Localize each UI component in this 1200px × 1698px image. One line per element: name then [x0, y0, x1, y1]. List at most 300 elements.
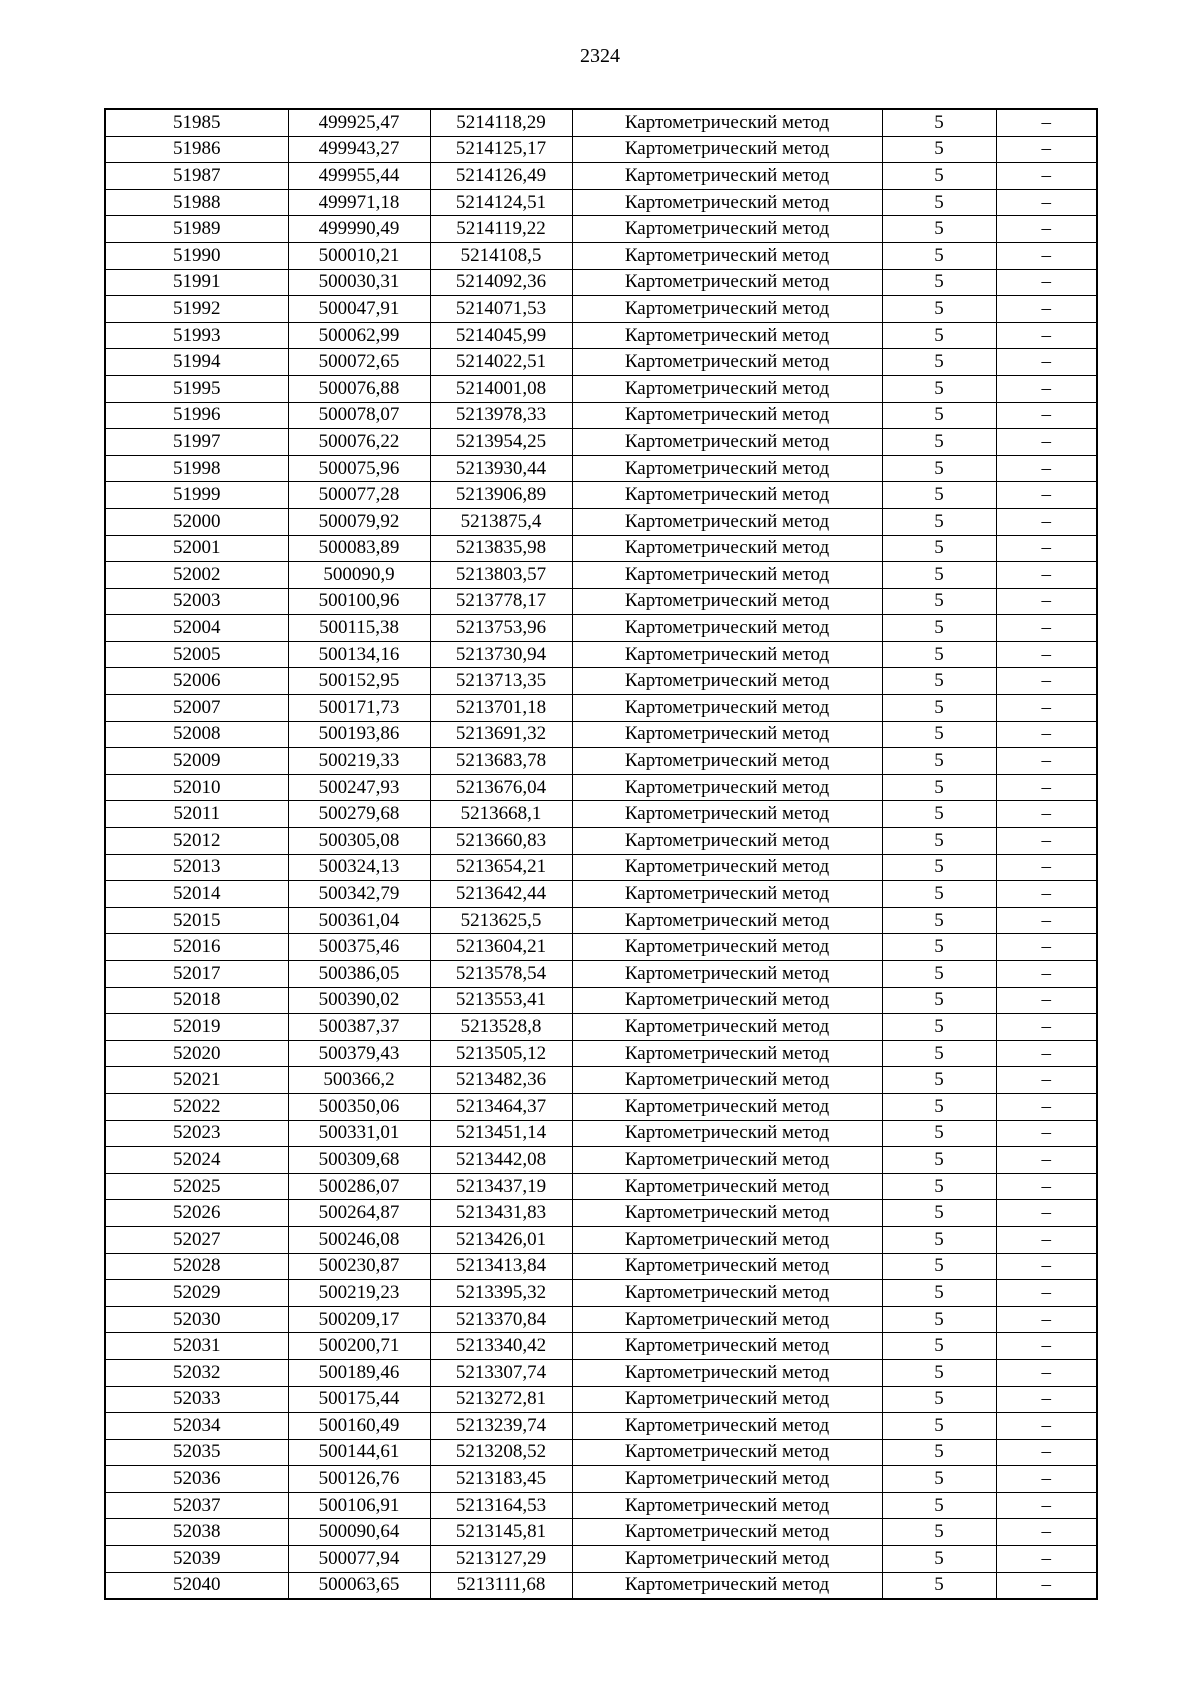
- accuracy-cell: 5: [882, 455, 996, 482]
- note-cell: –: [996, 455, 1097, 482]
- note-cell: –: [996, 854, 1097, 881]
- note-cell: –: [996, 349, 1097, 376]
- method-cell: Картометрический метод: [572, 375, 882, 402]
- note-cell: –: [996, 482, 1097, 509]
- table-row: [105, 828, 1097, 855]
- y-coordinate-cell: 5213978,33: [430, 402, 572, 429]
- table-row: [105, 296, 1097, 323]
- table-row: [105, 695, 1097, 722]
- y-coordinate-cell: 5213340,42: [430, 1333, 572, 1360]
- table-row: [105, 748, 1097, 775]
- x-coordinate-cell: 500083,89: [288, 535, 430, 562]
- table-row: [105, 1200, 1097, 1227]
- table-row: [105, 455, 1097, 482]
- y-coordinate-cell: 5213239,74: [430, 1413, 572, 1440]
- point-number-cell: 52035: [105, 1439, 288, 1466]
- accuracy-cell: 5: [882, 1572, 996, 1599]
- note-cell: –: [996, 216, 1097, 243]
- point-number-cell: 51995: [105, 375, 288, 402]
- point-number-cell: 52020: [105, 1040, 288, 1067]
- point-number-cell: 52012: [105, 828, 288, 855]
- note-cell: –: [996, 801, 1097, 828]
- point-number-cell: 51994: [105, 349, 288, 376]
- y-coordinate-cell: 5213164,53: [430, 1492, 572, 1519]
- point-number-cell: 52004: [105, 615, 288, 642]
- note-cell: –: [996, 1120, 1097, 1147]
- note-cell: –: [996, 1306, 1097, 1333]
- point-number-cell: 52023: [105, 1120, 288, 1147]
- note-cell: –: [996, 1333, 1097, 1360]
- y-coordinate-cell: 5213730,94: [430, 641, 572, 668]
- table-row: [105, 1306, 1097, 1333]
- y-coordinate-cell: 5213835,98: [430, 535, 572, 562]
- table-body: [105, 109, 1097, 1599]
- y-coordinate-cell: 5213111,68: [430, 1572, 572, 1599]
- accuracy-cell: 5: [882, 1040, 996, 1067]
- table-row: [105, 987, 1097, 1014]
- method-cell: Картометрический метод: [572, 695, 882, 722]
- accuracy-cell: 5: [882, 1280, 996, 1307]
- note-cell: –: [996, 588, 1097, 615]
- method-cell: Картометрический метод: [572, 588, 882, 615]
- table-row: [105, 189, 1097, 216]
- x-coordinate-cell: 500090,64: [288, 1519, 430, 1546]
- table-row: [105, 1093, 1097, 1120]
- accuracy-cell: 5: [882, 109, 996, 136]
- point-number-cell: 52038: [105, 1519, 288, 1546]
- method-cell: Картометрический метод: [572, 269, 882, 296]
- point-number-cell: 52002: [105, 562, 288, 589]
- method-cell: Картометрический метод: [572, 615, 882, 642]
- y-coordinate-cell: 5213145,81: [430, 1519, 572, 1546]
- accuracy-cell: 5: [882, 1466, 996, 1493]
- note-cell: –: [996, 1492, 1097, 1519]
- accuracy-cell: 5: [882, 296, 996, 323]
- x-coordinate-cell: 500063,65: [288, 1572, 430, 1599]
- x-coordinate-cell: 500209,17: [288, 1306, 430, 1333]
- x-coordinate-cell: 500309,68: [288, 1147, 430, 1174]
- method-cell: Картометрический метод: [572, 1466, 882, 1493]
- x-coordinate-cell: 500264,87: [288, 1200, 430, 1227]
- y-coordinate-cell: 5213553,41: [430, 987, 572, 1014]
- x-coordinate-cell: 500076,22: [288, 429, 430, 456]
- point-number-cell: 52008: [105, 721, 288, 748]
- x-coordinate-cell: 500144,61: [288, 1439, 430, 1466]
- accuracy-cell: 5: [882, 1386, 996, 1413]
- y-coordinate-cell: 5213451,14: [430, 1120, 572, 1147]
- method-cell: Картометрический метод: [572, 1253, 882, 1280]
- accuracy-cell: 5: [882, 349, 996, 376]
- point-number-cell: 52017: [105, 961, 288, 988]
- x-coordinate-cell: 500193,86: [288, 721, 430, 748]
- table-row: [105, 615, 1097, 642]
- accuracy-cell: 5: [882, 801, 996, 828]
- y-coordinate-cell: 5213778,17: [430, 588, 572, 615]
- point-number-cell: 51990: [105, 242, 288, 269]
- point-number-cell: 52040: [105, 1572, 288, 1599]
- method-cell: Картометрический метод: [572, 1226, 882, 1253]
- table-row: [105, 934, 1097, 961]
- x-coordinate-cell: 500134,16: [288, 641, 430, 668]
- y-coordinate-cell: 5213578,54: [430, 961, 572, 988]
- method-cell: Картометрический метод: [572, 1386, 882, 1413]
- x-coordinate-cell: 500075,96: [288, 455, 430, 482]
- method-cell: Картометрический метод: [572, 429, 882, 456]
- x-coordinate-cell: 499971,18: [288, 189, 430, 216]
- note-cell: –: [996, 774, 1097, 801]
- note-cell: –: [996, 402, 1097, 429]
- method-cell: Картометрический метод: [572, 774, 882, 801]
- x-coordinate-cell: 500171,73: [288, 695, 430, 722]
- x-coordinate-cell: 500090,9: [288, 562, 430, 589]
- note-cell: –: [996, 721, 1097, 748]
- method-cell: Картометрический метод: [572, 1200, 882, 1227]
- point-number-cell: 51991: [105, 269, 288, 296]
- table-row: [105, 1173, 1097, 1200]
- method-cell: Картометрический метод: [572, 1333, 882, 1360]
- y-coordinate-cell: 5213482,36: [430, 1067, 572, 1094]
- point-number-cell: 52000: [105, 508, 288, 535]
- note-cell: –: [996, 429, 1097, 456]
- method-cell: Картометрический метод: [572, 1014, 882, 1041]
- y-coordinate-cell: 5213654,21: [430, 854, 572, 881]
- x-coordinate-cell: 500189,46: [288, 1359, 430, 1386]
- x-coordinate-cell: 500331,01: [288, 1120, 430, 1147]
- method-cell: Картометрический метод: [572, 1546, 882, 1573]
- x-coordinate-cell: 500077,94: [288, 1546, 430, 1573]
- table-row: [105, 535, 1097, 562]
- accuracy-cell: 5: [882, 216, 996, 243]
- note-cell: –: [996, 987, 1097, 1014]
- method-cell: Картометрический метод: [572, 987, 882, 1014]
- method-cell: Картометрический метод: [572, 828, 882, 855]
- y-coordinate-cell: 5213954,25: [430, 429, 572, 456]
- y-coordinate-cell: 5213127,29: [430, 1546, 572, 1573]
- point-number-cell: 51998: [105, 455, 288, 482]
- accuracy-cell: 5: [882, 562, 996, 589]
- table-row: [105, 721, 1097, 748]
- point-number-cell: 52009: [105, 748, 288, 775]
- accuracy-cell: 5: [882, 1306, 996, 1333]
- y-coordinate-cell: 5214022,51: [430, 349, 572, 376]
- accuracy-cell: 5: [882, 1492, 996, 1519]
- note-cell: –: [996, 375, 1097, 402]
- note-cell: –: [996, 668, 1097, 695]
- method-cell: Картометрический метод: [572, 136, 882, 163]
- y-coordinate-cell: 5214124,51: [430, 189, 572, 216]
- accuracy-cell: 5: [882, 987, 996, 1014]
- accuracy-cell: 5: [882, 1173, 996, 1200]
- method-cell: Картометрический метод: [572, 1572, 882, 1599]
- point-number-cell: 51999: [105, 482, 288, 509]
- note-cell: –: [996, 748, 1097, 775]
- note-cell: –: [996, 136, 1097, 163]
- accuracy-cell: 5: [882, 828, 996, 855]
- point-number-cell: 52015: [105, 907, 288, 934]
- method-cell: Картометрический метод: [572, 402, 882, 429]
- y-coordinate-cell: 5213668,1: [430, 801, 572, 828]
- point-number-cell: 52037: [105, 1492, 288, 1519]
- method-cell: Картометрический метод: [572, 961, 882, 988]
- point-number-cell: 52001: [105, 535, 288, 562]
- note-cell: –: [996, 615, 1097, 642]
- point-number-cell: 52025: [105, 1173, 288, 1200]
- y-coordinate-cell: 5213505,12: [430, 1040, 572, 1067]
- x-coordinate-cell: 500375,46: [288, 934, 430, 961]
- accuracy-cell: 5: [882, 1226, 996, 1253]
- y-coordinate-cell: 5214092,36: [430, 269, 572, 296]
- accuracy-cell: 5: [882, 322, 996, 349]
- note-cell: –: [996, 562, 1097, 589]
- x-coordinate-cell: 500200,71: [288, 1333, 430, 1360]
- method-cell: Картометрический метод: [572, 508, 882, 535]
- y-coordinate-cell: 5213625,5: [430, 907, 572, 934]
- method-cell: Картометрический метод: [572, 1067, 882, 1094]
- table-row: [105, 375, 1097, 402]
- method-cell: Картометрический метод: [572, 163, 882, 190]
- x-coordinate-cell: 499990,49: [288, 216, 430, 243]
- accuracy-cell: 5: [882, 1413, 996, 1440]
- y-coordinate-cell: 5213464,37: [430, 1093, 572, 1120]
- table-row: [105, 881, 1097, 908]
- x-coordinate-cell: 500047,91: [288, 296, 430, 323]
- point-number-cell: 51989: [105, 216, 288, 243]
- method-cell: Картометрический метод: [572, 748, 882, 775]
- method-cell: Картометрический метод: [572, 1147, 882, 1174]
- note-cell: –: [996, 828, 1097, 855]
- method-cell: Картометрический метод: [572, 189, 882, 216]
- note-cell: –: [996, 322, 1097, 349]
- y-coordinate-cell: 5213642,44: [430, 881, 572, 908]
- note-cell: –: [996, 163, 1097, 190]
- method-cell: Картометрический метод: [572, 1492, 882, 1519]
- x-coordinate-cell: 500386,05: [288, 961, 430, 988]
- point-number-cell: 52003: [105, 588, 288, 615]
- accuracy-cell: 5: [882, 721, 996, 748]
- method-cell: Картометрический метод: [572, 109, 882, 136]
- point-number-cell: 52018: [105, 987, 288, 1014]
- point-number-cell: 52032: [105, 1359, 288, 1386]
- table-row: [105, 429, 1097, 456]
- method-cell: Картометрический метод: [572, 668, 882, 695]
- table-row: [105, 801, 1097, 828]
- note-cell: –: [996, 296, 1097, 323]
- note-cell: –: [996, 1466, 1097, 1493]
- note-cell: –: [996, 189, 1097, 216]
- accuracy-cell: 5: [882, 508, 996, 535]
- method-cell: Картометрический метод: [572, 296, 882, 323]
- point-number-cell: 52026: [105, 1200, 288, 1227]
- x-coordinate-cell: 500175,44: [288, 1386, 430, 1413]
- accuracy-cell: 5: [882, 242, 996, 269]
- method-cell: Картометрический метод: [572, 801, 882, 828]
- x-coordinate-cell: 500305,08: [288, 828, 430, 855]
- accuracy-cell: 5: [882, 881, 996, 908]
- method-cell: Картометрический метод: [572, 349, 882, 376]
- table-row: [105, 1572, 1097, 1599]
- point-number-cell: 52028: [105, 1253, 288, 1280]
- table-row: [105, 1333, 1097, 1360]
- x-coordinate-cell: 500219,33: [288, 748, 430, 775]
- y-coordinate-cell: 5214001,08: [430, 375, 572, 402]
- note-cell: –: [996, 242, 1097, 269]
- x-coordinate-cell: 500390,02: [288, 987, 430, 1014]
- method-cell: Картометрический метод: [572, 216, 882, 243]
- point-number-cell: 51992: [105, 296, 288, 323]
- table-row: [105, 961, 1097, 988]
- accuracy-cell: 5: [882, 961, 996, 988]
- table-row: [105, 1413, 1097, 1440]
- x-coordinate-cell: 500106,91: [288, 1492, 430, 1519]
- x-coordinate-cell: 499925,47: [288, 109, 430, 136]
- table-row: [105, 1040, 1097, 1067]
- table-row: [105, 1466, 1097, 1493]
- y-coordinate-cell: 5213701,18: [430, 695, 572, 722]
- note-cell: –: [996, 1572, 1097, 1599]
- x-coordinate-cell: 500219,23: [288, 1280, 430, 1307]
- note-cell: –: [996, 1253, 1097, 1280]
- accuracy-cell: 5: [882, 429, 996, 456]
- accuracy-cell: 5: [882, 402, 996, 429]
- table-row: [105, 1147, 1097, 1174]
- y-coordinate-cell: 5213183,45: [430, 1466, 572, 1493]
- accuracy-cell: 5: [882, 1333, 996, 1360]
- y-coordinate-cell: 5214118,29: [430, 109, 572, 136]
- point-number-cell: 52013: [105, 854, 288, 881]
- x-coordinate-cell: 500152,95: [288, 668, 430, 695]
- x-coordinate-cell: 500126,76: [288, 1466, 430, 1493]
- method-cell: Картометрический метод: [572, 1120, 882, 1147]
- note-cell: –: [996, 1200, 1097, 1227]
- accuracy-cell: 5: [882, 189, 996, 216]
- table-row: [105, 482, 1097, 509]
- method-cell: Картометрический метод: [572, 562, 882, 589]
- method-cell: Картометрический метод: [572, 1306, 882, 1333]
- method-cell: Картометрический метод: [572, 1519, 882, 1546]
- table-row: [105, 1492, 1097, 1519]
- table-row: [105, 1359, 1097, 1386]
- method-cell: Картометрический метод: [572, 934, 882, 961]
- table-row: [105, 349, 1097, 376]
- note-cell: –: [996, 269, 1097, 296]
- table-row: [105, 1253, 1097, 1280]
- y-coordinate-cell: 5213660,83: [430, 828, 572, 855]
- accuracy-cell: 5: [882, 934, 996, 961]
- note-cell: –: [996, 1014, 1097, 1041]
- method-cell: Картометрический метод: [572, 721, 882, 748]
- table-row: [105, 1280, 1097, 1307]
- method-cell: Картометрический метод: [572, 322, 882, 349]
- table-row: [105, 1519, 1097, 1546]
- point-number-cell: 52005: [105, 641, 288, 668]
- method-cell: Картометрический метод: [572, 907, 882, 934]
- note-cell: –: [996, 109, 1097, 136]
- x-coordinate-cell: 499943,27: [288, 136, 430, 163]
- point-number-cell: 52039: [105, 1546, 288, 1573]
- x-coordinate-cell: 500160,49: [288, 1413, 430, 1440]
- table-row: [105, 1439, 1097, 1466]
- x-coordinate-cell: 500230,87: [288, 1253, 430, 1280]
- accuracy-cell: 5: [882, 375, 996, 402]
- point-number-cell: 52029: [105, 1280, 288, 1307]
- note-cell: –: [996, 881, 1097, 908]
- table-row: [105, 907, 1097, 934]
- y-coordinate-cell: 5214119,22: [430, 216, 572, 243]
- y-coordinate-cell: 5213395,32: [430, 1280, 572, 1307]
- table-row: [105, 1546, 1097, 1573]
- table-row: [105, 562, 1097, 589]
- table-row: [105, 641, 1097, 668]
- y-coordinate-cell: 5213431,83: [430, 1200, 572, 1227]
- y-coordinate-cell: 5213676,04: [430, 774, 572, 801]
- point-number-cell: 51996: [105, 402, 288, 429]
- note-cell: –: [996, 1147, 1097, 1174]
- y-coordinate-cell: 5213442,08: [430, 1147, 572, 1174]
- point-number-cell: 52021: [105, 1067, 288, 1094]
- point-number-cell: 52027: [105, 1226, 288, 1253]
- y-coordinate-cell: 5213683,78: [430, 748, 572, 775]
- table-row: [105, 774, 1097, 801]
- x-coordinate-cell: 500030,31: [288, 269, 430, 296]
- x-coordinate-cell: 500076,88: [288, 375, 430, 402]
- table-row: [105, 588, 1097, 615]
- y-coordinate-cell: 5213208,52: [430, 1439, 572, 1466]
- y-coordinate-cell: 5213528,8: [430, 1014, 572, 1041]
- accuracy-cell: 5: [882, 163, 996, 190]
- x-coordinate-cell: 500324,13: [288, 854, 430, 881]
- note-cell: –: [996, 1386, 1097, 1413]
- method-cell: Картометрический метод: [572, 854, 882, 881]
- accuracy-cell: 5: [882, 854, 996, 881]
- point-number-cell: 51993: [105, 322, 288, 349]
- x-coordinate-cell: 500100,96: [288, 588, 430, 615]
- y-coordinate-cell: 5213437,19: [430, 1173, 572, 1200]
- table-row: [105, 508, 1097, 535]
- table-row: [105, 1067, 1097, 1094]
- page-number: 2324: [580, 45, 620, 67]
- table-row: [105, 109, 1097, 136]
- x-coordinate-cell: 500379,43: [288, 1040, 430, 1067]
- y-coordinate-cell: 5213691,32: [430, 721, 572, 748]
- note-cell: –: [996, 1413, 1097, 1440]
- note-cell: –: [996, 1093, 1097, 1120]
- y-coordinate-cell: 5213426,01: [430, 1226, 572, 1253]
- point-number-cell: 52016: [105, 934, 288, 961]
- accuracy-cell: 5: [882, 1147, 996, 1174]
- y-coordinate-cell: 5213930,44: [430, 455, 572, 482]
- accuracy-cell: 5: [882, 1093, 996, 1120]
- y-coordinate-cell: 5213604,21: [430, 934, 572, 961]
- note-cell: –: [996, 641, 1097, 668]
- accuracy-cell: 5: [882, 1067, 996, 1094]
- y-coordinate-cell: 5214108,5: [430, 242, 572, 269]
- method-cell: Картометрический метод: [572, 1040, 882, 1067]
- point-number-cell: 52014: [105, 881, 288, 908]
- accuracy-cell: 5: [882, 1439, 996, 1466]
- accuracy-cell: 5: [882, 1014, 996, 1041]
- x-coordinate-cell: 500077,28: [288, 482, 430, 509]
- point-number-cell: 52011: [105, 801, 288, 828]
- accuracy-cell: 5: [882, 1359, 996, 1386]
- table-row: [105, 322, 1097, 349]
- accuracy-cell: 5: [882, 1120, 996, 1147]
- point-number-cell: 52022: [105, 1093, 288, 1120]
- x-coordinate-cell: 500010,21: [288, 242, 430, 269]
- x-coordinate-cell: 500361,04: [288, 907, 430, 934]
- accuracy-cell: 5: [882, 907, 996, 934]
- note-cell: –: [996, 934, 1097, 961]
- x-coordinate-cell: 500247,93: [288, 774, 430, 801]
